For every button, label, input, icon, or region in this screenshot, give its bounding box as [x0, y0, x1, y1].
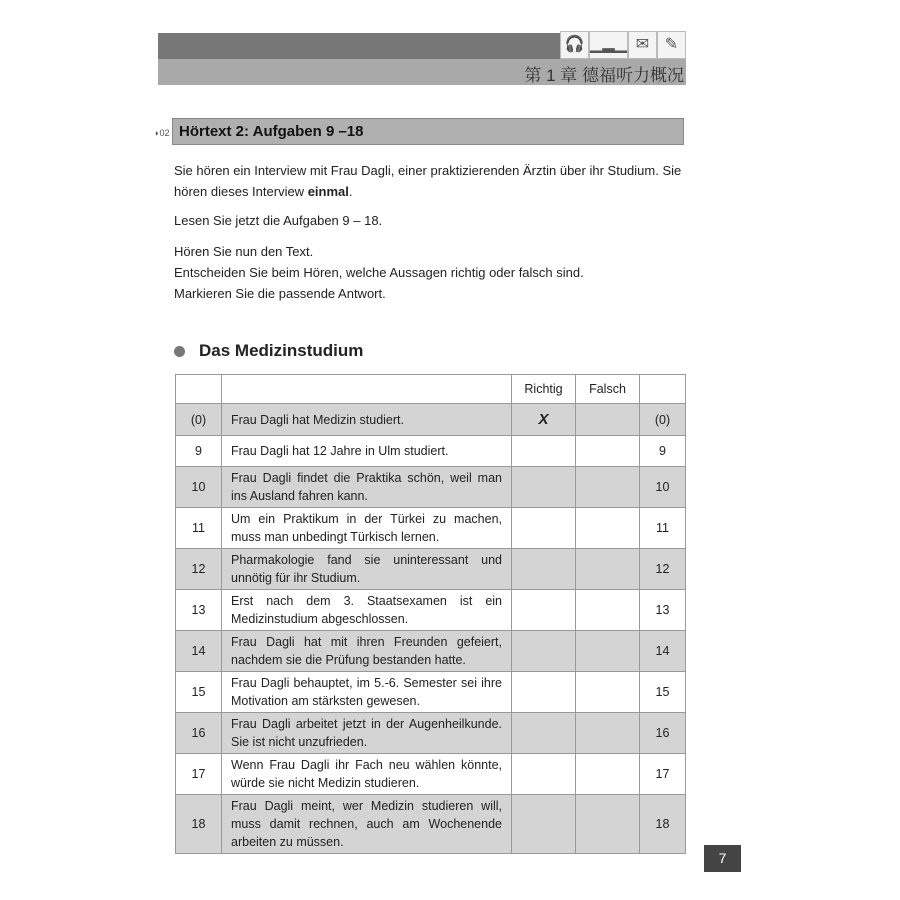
instructions: Hören Sie nun den Text. Entscheiden Sie beim Hören, welche Aussagen richtig oder falsch sind. Markieren Sie die passende Antwort. [174, 244, 584, 301]
table-row [176, 436, 686, 467]
subheading: Das Medizinstudium [199, 341, 364, 360]
table-row [176, 508, 686, 549]
falsch-cell[interactable] [576, 590, 640, 631]
item-number: (0) [176, 404, 222, 436]
table-row [176, 590, 686, 631]
richtig-cell[interactable] [512, 795, 576, 854]
item-number: 14 [176, 631, 222, 672]
falsch-cell[interactable] [576, 713, 640, 754]
falsch-cell[interactable] [576, 508, 640, 549]
table-row [176, 795, 686, 854]
falsch-cell[interactable] [576, 404, 640, 436]
item-number-right: 11 [640, 508, 686, 549]
intro-paragraph: Sie hören ein Interview mit Frau Dagli, einer praktizierenden Ärztin über ihr Studium. Sie hören dieses Interview einmal. [174, 163, 682, 199]
bullet-icon [174, 346, 185, 357]
richtig-cell[interactable] [512, 672, 576, 713]
richtig-cell[interactable] [512, 508, 576, 549]
item-number-right: 12 [640, 549, 686, 590]
statement: Frau Dagli findet die Praktika schön, weil man ins Ausland fahren kann. [222, 467, 512, 508]
instruction-read: Lesen Sie jetzt die Aufgaben 9 – 18. [174, 213, 383, 228]
table-header-row [176, 375, 686, 404]
header-bar [158, 33, 560, 59]
item-number: 15 [176, 672, 222, 713]
statement: Frau Dagli hat mit ihren Freunden gefeiert, nachdem sie die Prüfung bestanden hatte. [222, 631, 512, 672]
table-row [176, 754, 686, 795]
falsch-cell[interactable] [576, 467, 640, 508]
item-number-right: 9 [640, 436, 686, 467]
header-falsch: Falsch [576, 375, 640, 404]
statement: Frau Dagli hat 12 Jahre in Ulm studiert. [222, 436, 512, 467]
statement: Pharmakologie fand sie uninteressant und unnötig für ihr Studium. [222, 549, 512, 590]
table-row [176, 672, 686, 713]
item-number: 9 [176, 436, 222, 467]
header-richtig: Richtig [512, 375, 576, 404]
headphones-icon: 🎧 [560, 31, 589, 59]
cd-track-label: ◗02 [154, 128, 170, 138]
item-number-right: (0) [640, 404, 686, 436]
table-row [176, 549, 686, 590]
header-icons [560, 31, 686, 59]
richtig-cell[interactable]: X [512, 404, 576, 436]
book-icon: ✉ [628, 31, 657, 59]
item-number: 16 [176, 713, 222, 754]
item-number: 17 [176, 754, 222, 795]
item-number: 10 [176, 467, 222, 508]
section-title: Hörtext 2: Aufgaben 9 –18 [172, 118, 684, 145]
table-row [176, 404, 686, 436]
falsch-cell[interactable] [576, 631, 640, 672]
statement: Wenn Frau Dagli ihr Fach neu wählen könnte, würde sie nicht Medizin studieren. [222, 754, 512, 795]
statement: Frau Dagli meint, wer Medizin studieren will, muss damit rechnen, auch am Wochenende arbeiten zu müssen. [222, 795, 512, 854]
item-number: 12 [176, 549, 222, 590]
richtig-cell[interactable] [512, 713, 576, 754]
richtig-cell[interactable] [512, 631, 576, 672]
statement: Frau Dagli arbeitet jetzt in der Augenheilkunde. Sie ist nicht unzufrieden. [222, 713, 512, 754]
table-row [176, 631, 686, 672]
table-row [176, 467, 686, 508]
item-number-right: 13 [640, 590, 686, 631]
falsch-cell[interactable] [576, 672, 640, 713]
table-row [176, 713, 686, 754]
richtig-cell[interactable] [512, 754, 576, 795]
statement: Frau Dagli behauptet, im 5.-6. Semester sei ihre Motivation am stärksten gewesen. [222, 672, 512, 713]
item-number-right: 15 [640, 672, 686, 713]
pencil-icon: ✎ [657, 31, 686, 59]
item-number-right: 10 [640, 467, 686, 508]
falsch-cell[interactable] [576, 754, 640, 795]
statement: Um ein Praktikum in der Türkei zu machen, muss man unbedingt Türkisch lernen. [222, 508, 512, 549]
page-number: 7 [704, 845, 741, 872]
item-number-right: 14 [640, 631, 686, 672]
bar-chart-icon: ▁▂▁ [589, 31, 628, 59]
item-number-right: 18 [640, 795, 686, 854]
item-number-right: 17 [640, 754, 686, 795]
falsch-cell[interactable] [576, 795, 640, 854]
item-number-right: 16 [640, 713, 686, 754]
answer-table [175, 374, 686, 854]
richtig-cell[interactable] [512, 549, 576, 590]
item-number: 11 [176, 508, 222, 549]
richtig-cell[interactable] [512, 467, 576, 508]
statement: Erst nach dem 3. Staatsexamen ist ein Medizinstudium abgeschlossen. [222, 590, 512, 631]
richtig-cell[interactable] [512, 436, 576, 467]
item-number: 18 [176, 795, 222, 854]
richtig-cell[interactable] [512, 590, 576, 631]
falsch-cell[interactable] [576, 436, 640, 467]
chapter-title: 第 1 章 德福听力概况 [524, 66, 684, 85]
statement: Frau Dagli hat Medizin studiert. [222, 404, 512, 436]
falsch-cell[interactable] [576, 549, 640, 590]
item-number: 13 [176, 590, 222, 631]
